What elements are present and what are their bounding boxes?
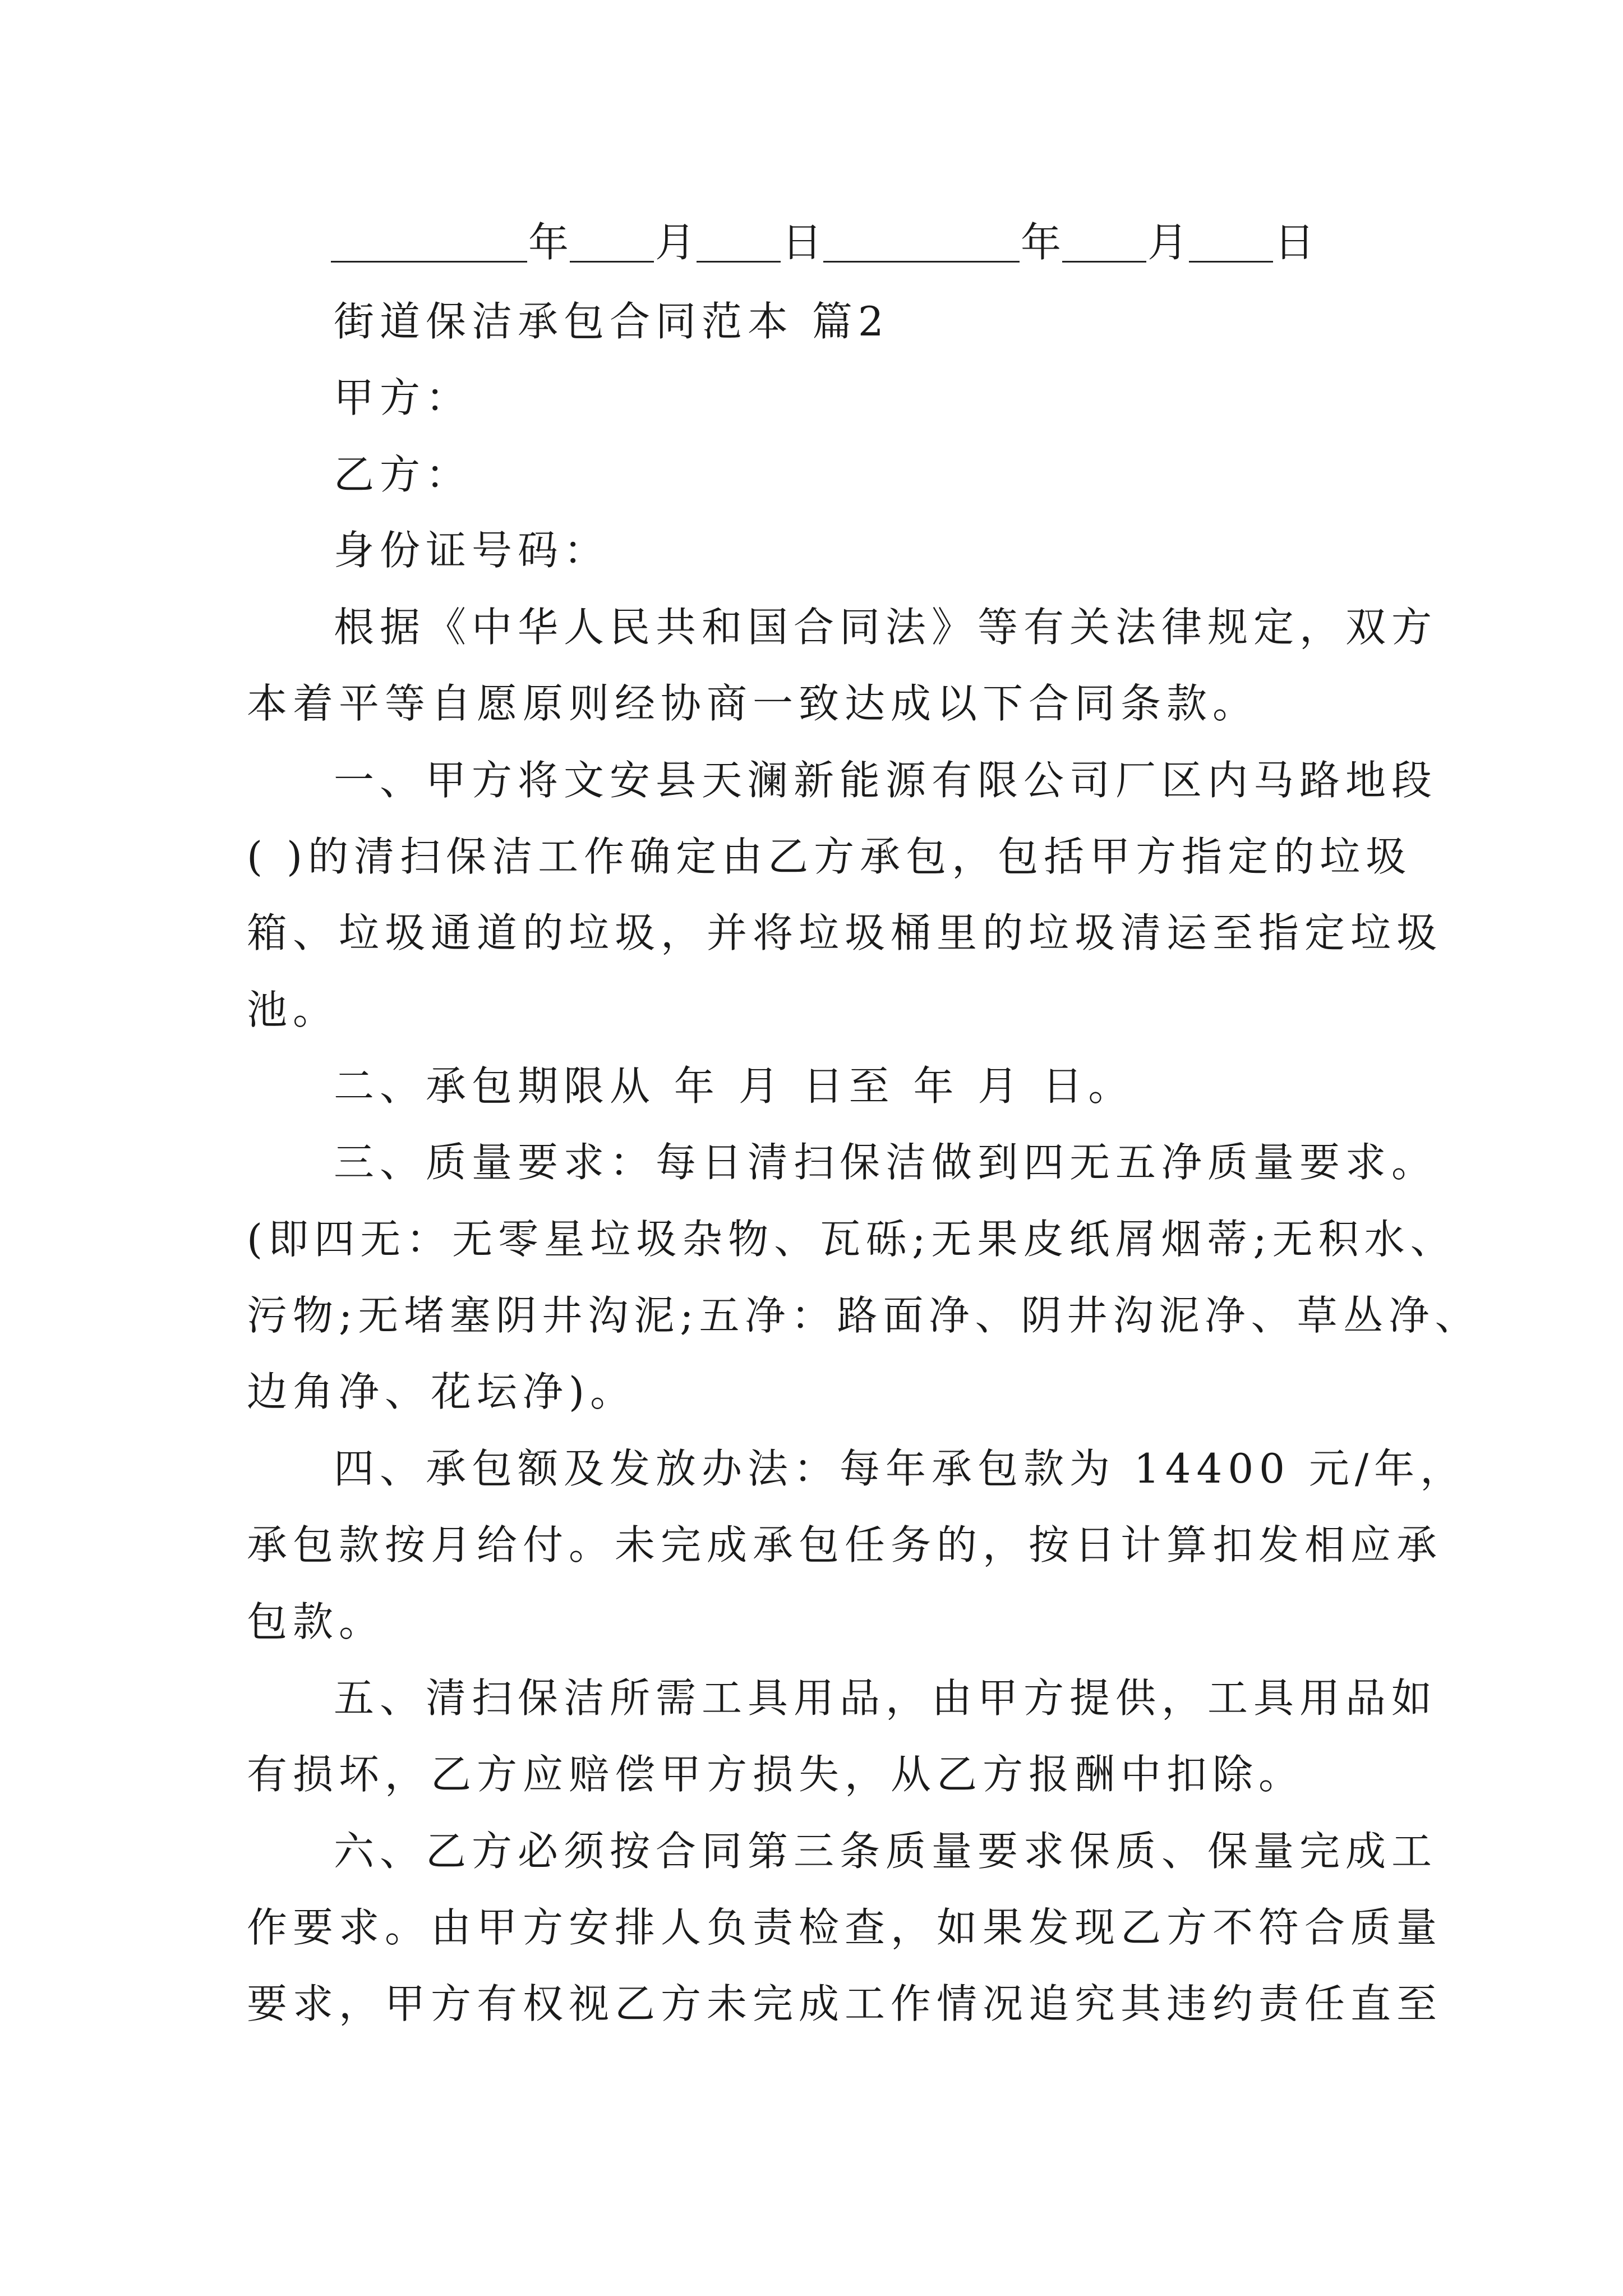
clause-3-line: 边角净、花坛净)。 <box>247 1368 637 1415</box>
clause-5-line: 有损坏，乙方应赔偿甲方损失，从乙方报酬中扣除。 <box>247 1751 1305 1798</box>
date-fill-line <box>331 219 1316 266</box>
day-label: 日 <box>782 219 823 266</box>
section-heading: 街道保洁承包合同范本 篇2 <box>334 298 889 345</box>
clause-3-line: 三、质量要求：每日清扫保洁做到四无五净质量要求。 <box>334 1139 1438 1186</box>
year-label: 年 <box>528 219 569 266</box>
clause-5-line: 五、清扫保洁所需工具用品，由甲方提供，工具用品如 <box>334 1674 1438 1722</box>
blank-field <box>697 222 781 263</box>
blank-field <box>1189 222 1273 263</box>
month-label: 月 <box>1147 219 1188 266</box>
clause-6-line: 要求，甲方有权视乙方未完成工作情况追究其违约责任直至 <box>247 1980 1443 2027</box>
month-label: 月 <box>655 219 696 266</box>
party-a-label: 甲方： <box>334 374 472 421</box>
blank-field <box>1062 222 1146 263</box>
blank-field <box>823 222 1020 263</box>
year-label: 年 <box>1021 219 1062 266</box>
id-number-label: 身份证号码： <box>334 527 610 574</box>
clause-3-line: (即四无：无零星垃圾杂物、瓦砾;无果皮纸屑烟蒂;无积水、 <box>247 1216 1456 1263</box>
clause-1-line: 池。 <box>247 986 339 1033</box>
day-label: 日 <box>1274 219 1315 266</box>
paragraph-line: 根据《中华人民共和国合同法》等有关法律规定，双方 <box>334 604 1438 651</box>
paragraph-line: 本着平等自愿原则经协商一致达成以下合同条款。 <box>247 680 1259 727</box>
clause-6-line: 作要求。由甲方安排人负责检查，如果发现乙方不符合质量 <box>247 1904 1443 1951</box>
clause-1-line: 箱、垃圾通道的垃圾，并将垃圾桶里的垃圾清运至指定垃圾 <box>247 909 1443 956</box>
blank-field <box>570 222 654 263</box>
clause-1-line: 一、甲方将文安县天澜新能源有限公司厂区内马路地段 <box>334 757 1438 804</box>
clause-3-line: 污物;无堵塞阴井沟泥;五净：路面净、阴井沟泥净、草丛净、 <box>247 1292 1481 1339</box>
clause-4-line: 四、承包额及发放办法：每年承包款为 14400 元/年， <box>334 1445 1467 1492</box>
clause-4-line: 承包款按月给付。未完成承包任务的，按日计算扣发相应承 <box>247 1521 1443 1568</box>
clause-4-line: 包款。 <box>247 1598 385 1645</box>
clause-6-line: 六、乙方必须按合同第三条质量要求保质、保量完成工 <box>334 1828 1438 1875</box>
clause-2-line: 二、承包期限从 年 月 日至 年 月 日。 <box>334 1062 1135 1110</box>
party-b-label: 乙方： <box>334 451 472 498</box>
blank-field <box>331 222 527 263</box>
clause-1-line: ( )的清扫保洁工作确定由乙方承包，包括甲方指定的垃圾 <box>247 833 1412 880</box>
